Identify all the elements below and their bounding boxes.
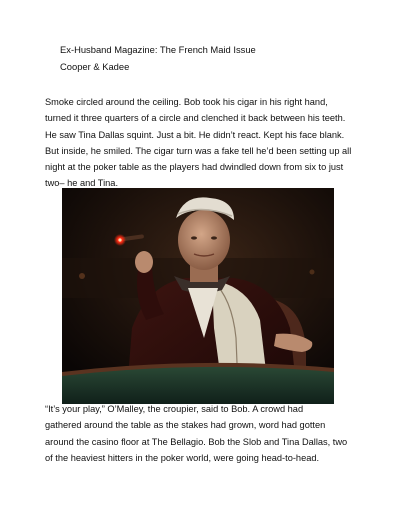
paragraph-line: gathered around the table as the stakes had grown, word had gotten [45, 420, 326, 431]
left-eye [191, 236, 197, 239]
paragraph-line: two– he and Tina. [45, 178, 119, 189]
paragraph-line: around the casino floor at The Bellagio. Bob the Slob and Tina Dallas, two [45, 436, 348, 447]
face [178, 210, 230, 270]
article-authors: Cooper & Kadee [60, 61, 130, 72]
right-eye [211, 236, 217, 239]
paragraph-line: He saw Tina Dallas squint. Just a bit. He didn’t react. Kept his face blank. [45, 129, 345, 140]
paragraph-line: Smoke circled around the ceiling. Bob took his cigar in his right hand, [45, 97, 328, 107]
story-illustration [62, 188, 334, 404]
background-light-icon [79, 273, 85, 279]
paragraph-line: of the heaviest hitters in the poker world, were going head-to-head. [45, 452, 320, 463]
paragraph-line: But inside, he smiled. The cigar turn was a fake tell he’d been setting up all [45, 145, 352, 156]
illustration-svg [62, 188, 334, 404]
story-paragraph-1 [45, 94, 365, 192]
story-paragraph-2 [45, 401, 365, 466]
cigar-ember-core [118, 238, 121, 241]
paragraph-line: night at the poker table as the players had dwindled down from six to just [45, 162, 344, 173]
paragraph-line: turned it three quarters of a circle and clenched it back between his teeth. [45, 113, 346, 124]
article-title: Ex-Husband Magazine: The French Maid Issue [60, 44, 256, 55]
background-light-icon [310, 270, 315, 275]
hand-holding-cigar [135, 251, 153, 273]
paragraph-line: “It’s your play,” O’Malley, the croupier, said to Bob. A crowd had [45, 404, 304, 414]
